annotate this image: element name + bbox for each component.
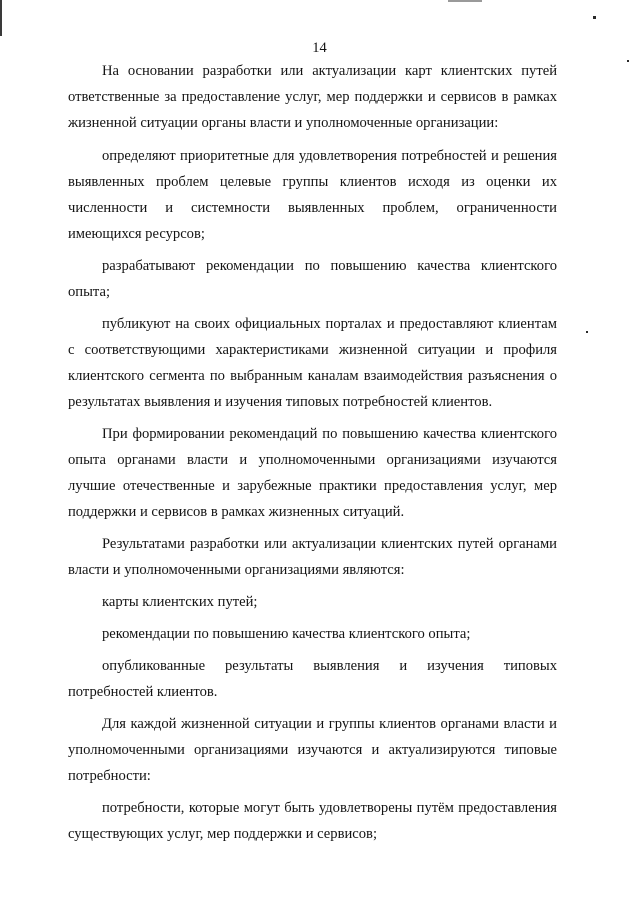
paragraph: рекомендации по повышению качества клиентского опыта;: [102, 626, 471, 642]
paragraph: определяют приоритетные для удовлетворения потребностей и решения выявленных проблем целевые группы клиентов исходя из оценки их численности и системности выявленных проблем, ограниченности имеющихся ресурсов;: [68, 148, 557, 242]
paragraph: опубликованные результаты выявления и изучения типовых потребностей клиентов.: [68, 658, 557, 700]
scan-speck: [586, 331, 588, 333]
paragraph: публикуют на своих официальных порталах и предоставляют клиентам с соответствующими характеристиками жизненной ситуации и профиля клиентского сегмента по выбранным каналам взаимодействия разъяснения о результатах выявления и изучения типовых потребностей клиентов.: [68, 316, 557, 410]
scan-top-mark: [448, 0, 482, 2]
document-body: [68, 58, 557, 847]
paragraph: На основании разработки или актуализации карт клиентских путей ответственные за предоставление услуг, мер поддержки и сервисов в рамках жизненной ситуации органы власти и уполномоченные организации:: [68, 63, 557, 131]
page-number: 14: [312, 40, 327, 56]
paragraph: При формировании рекомендаций по повышению качества клиентского опыта органами власти и уполномоченными организациями изучаются лучшие отечественные и зарубежные практики предоставления услуг, мер поддержки и сервисов в рамках жизненных ситуаций.: [68, 426, 557, 520]
paragraph: потребности, которые могут быть удовлетворены путём предоставления существующих услуг, мер поддержки и сервисов;: [68, 800, 557, 842]
paragraph: карты клиентских путей;: [102, 594, 258, 610]
scan-edge-mark: [0, 0, 2, 36]
paragraph: Для каждой жизненной ситуации и группы клиентов органами власти и уполномоченными организациями изучаются и актуализируются типовые потребности:: [68, 716, 557, 784]
paragraph: Результатами разработки или актуализации клиентских путей органами власти и уполномоченными организациями являются:: [68, 536, 557, 578]
paragraph: разрабатывают рекомендации по повышению качества клиентского опыта;: [68, 258, 557, 300]
scan-speck: [627, 60, 629, 62]
scan-speck: [593, 16, 596, 19]
